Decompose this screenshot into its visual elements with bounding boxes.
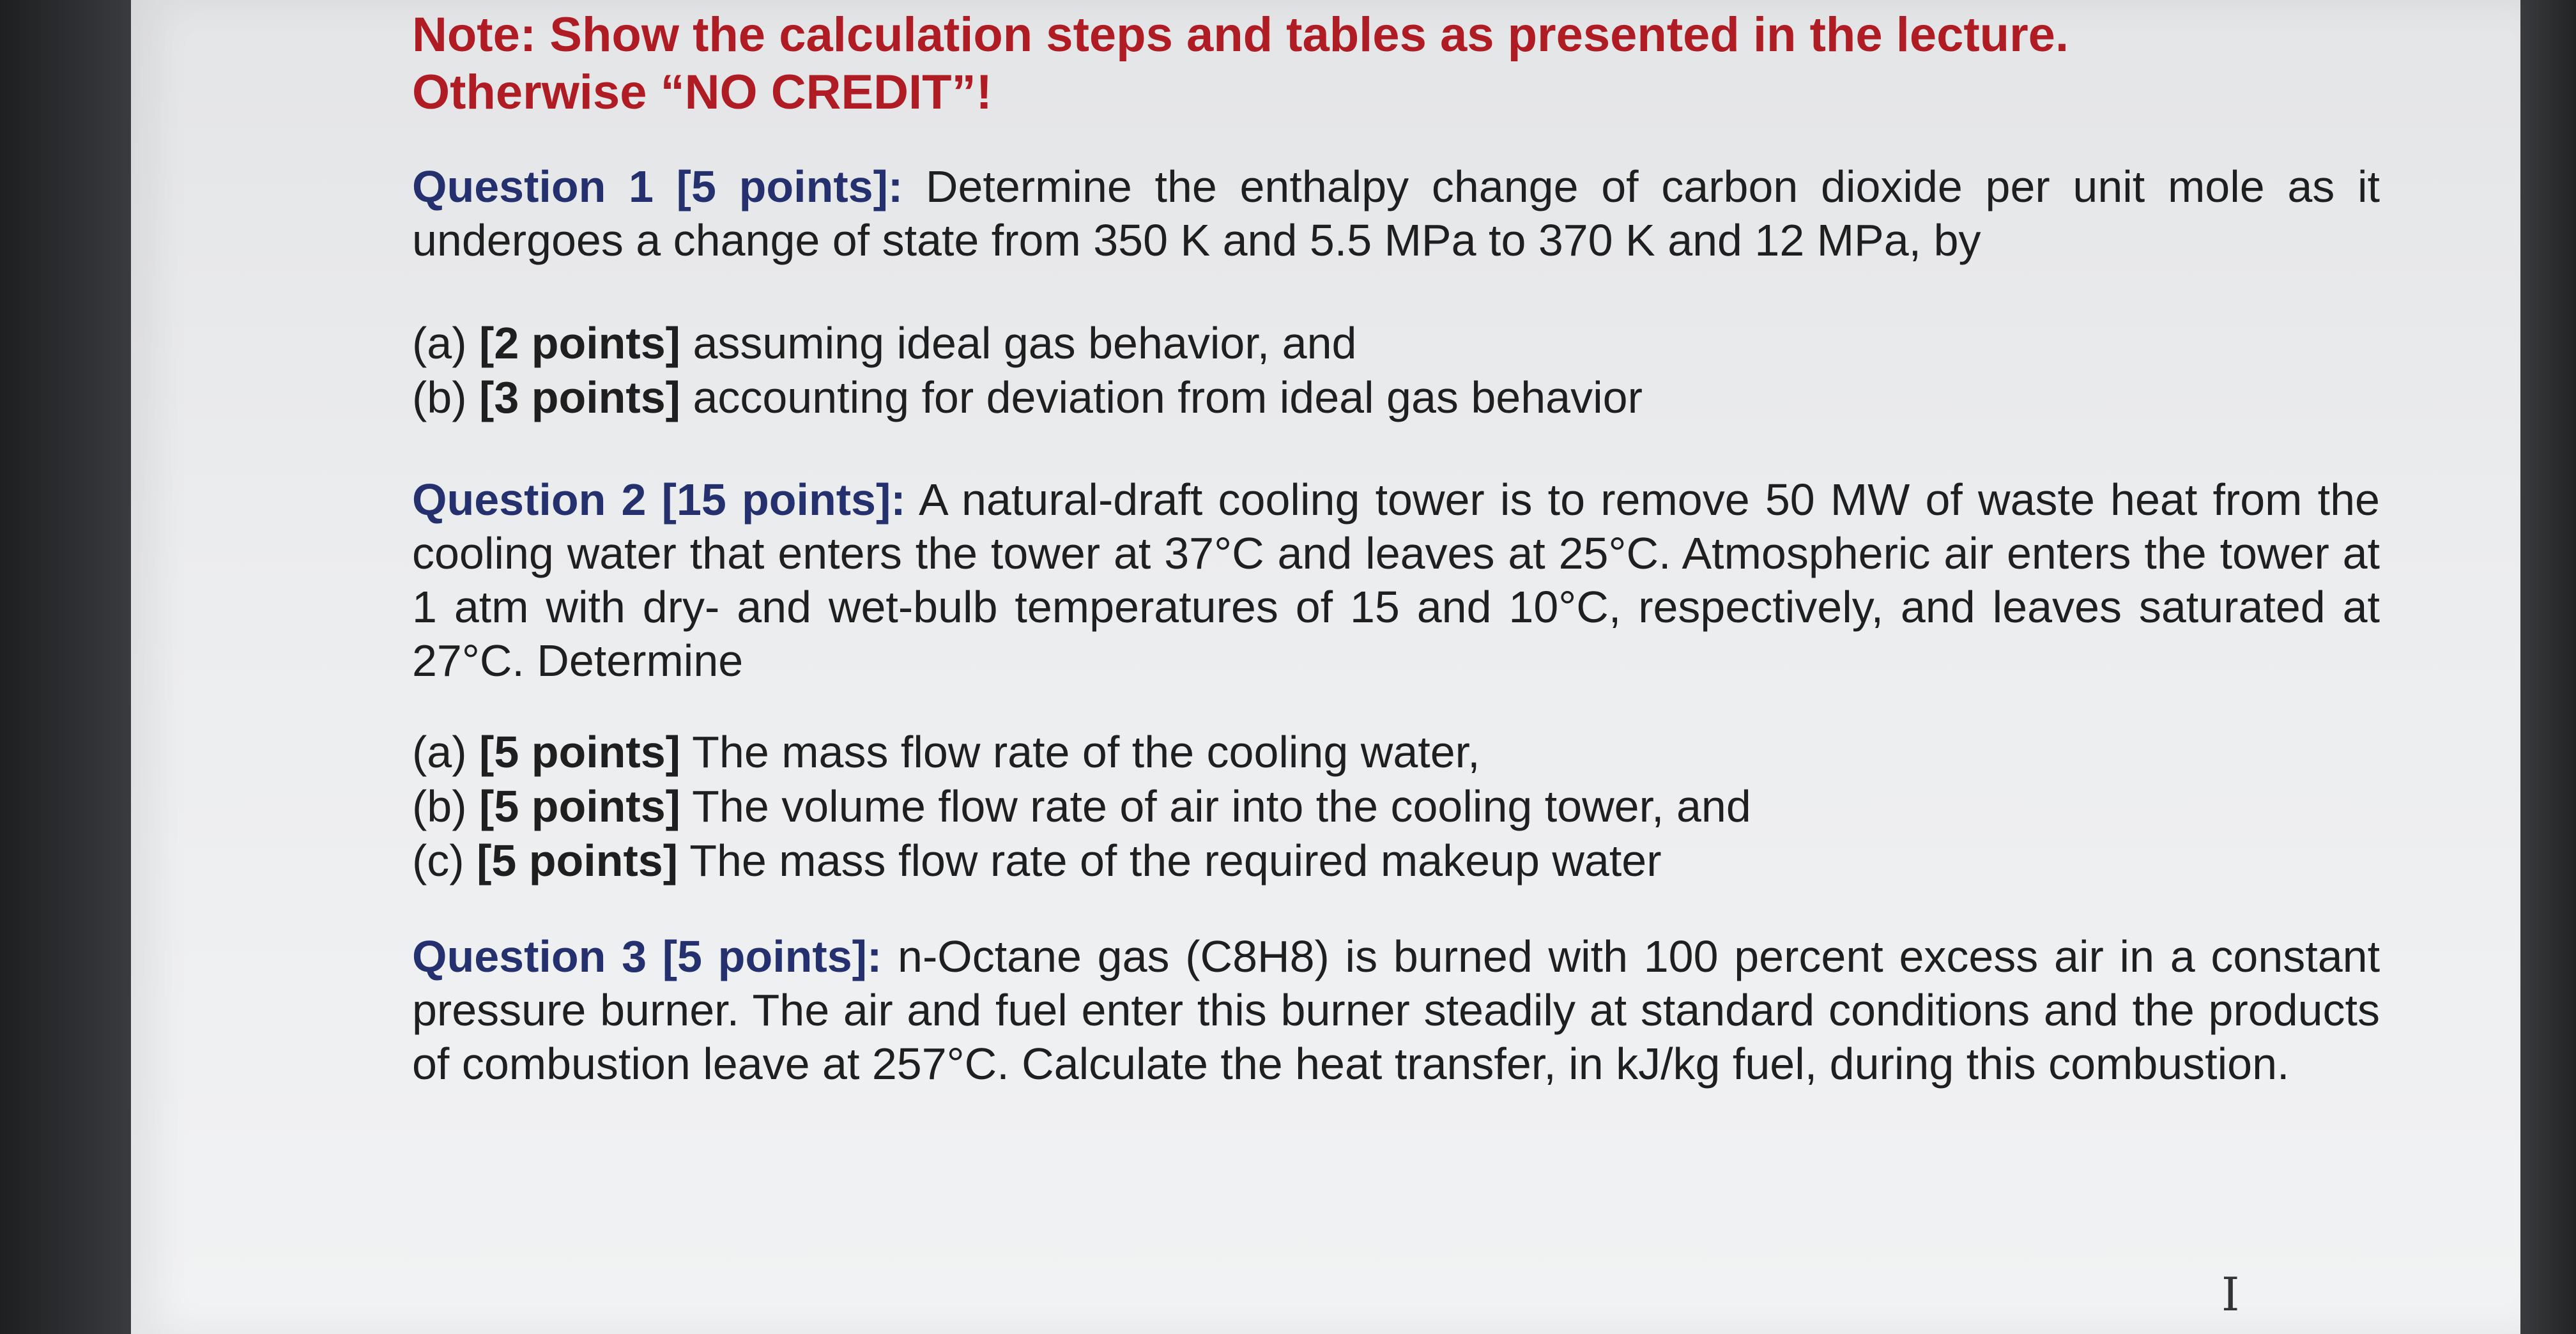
question-1-part-a: [412, 316, 1356, 370]
question-3: [412, 930, 2380, 1091]
part-text: accounting for deviation from ideal gas behavior: [693, 372, 1643, 422]
part-prefix: (b): [412, 372, 467, 422]
part-text: The volume flow rate of air into the cooling tower, and: [692, 781, 1751, 831]
part-points: [5 points]: [479, 727, 680, 777]
part-text: The mass flow rate of the cooling water,: [692, 727, 1480, 777]
part-points: [5 points]: [479, 781, 680, 831]
question-2-text: A natural-draft cooling tower is to remove 50 MW of waste heat from the cooling water that enters the tower at 37°C and leaves at 25°C. Atmospheric air enters the tower at 1 atm with dry- and wet-bulb temperatures of 15 and 10°C, respectively, and leaves saturated at 27°C. Determine: [412, 475, 2380, 686]
question-2-part-a: [412, 725, 1480, 779]
question-2-part-c: [412, 834, 1662, 887]
question-1: [412, 160, 2380, 267]
part-prefix: (b): [412, 781, 467, 831]
question-2-part-b: [412, 779, 1751, 833]
note-line-1: [412, 6, 2380, 64]
question-2-label: Question 2 [15 points]:: [412, 475, 906, 525]
part-text: The mass flow rate of the required makeup water: [689, 836, 1662, 885]
note-block: [412, 6, 2380, 121]
part-prefix: (c): [412, 836, 464, 885]
question-1-text: Determine the enthalpy change of carbon dioxide per unit mole as it undergoes a change of state from 350 K and 5.5 MPa to 370 K and 12 MPa, by: [412, 162, 2380, 265]
part-points: [5 points]: [477, 836, 678, 885]
document-page: [131, 0, 2520, 1334]
note-text-line-1: Note: Show the calculation steps and tables as presented in the lecture.: [412, 8, 2069, 62]
question-3-text: n-Octane gas (C8H8) is burned with 100 percent excess air in a constant pressure burner. The air and fuel enter this burner steadily at standard conditions and the products of combustion leave at 257°C. Calculate the heat transfer, in kJ/kg fuel, during this combustion.: [412, 931, 2380, 1089]
part-points: [2 points]: [479, 318, 680, 368]
question-2: [412, 473, 2380, 687]
question-3-label: Question 3 [5 points]:: [412, 931, 882, 981]
text-cursor-icon: I: [2221, 1268, 2240, 1321]
part-prefix: (a): [412, 318, 467, 368]
part-prefix: (a): [412, 727, 467, 777]
question-1-label: Question 1 [5 points]:: [412, 162, 903, 211]
part-text: assuming ideal gas behavior, and: [693, 318, 1357, 368]
question-1-part-b: [412, 371, 1643, 424]
part-points: [3 points]: [479, 372, 680, 422]
note-line-2: Otherwise “NO CREDIT”!: [412, 65, 992, 119]
